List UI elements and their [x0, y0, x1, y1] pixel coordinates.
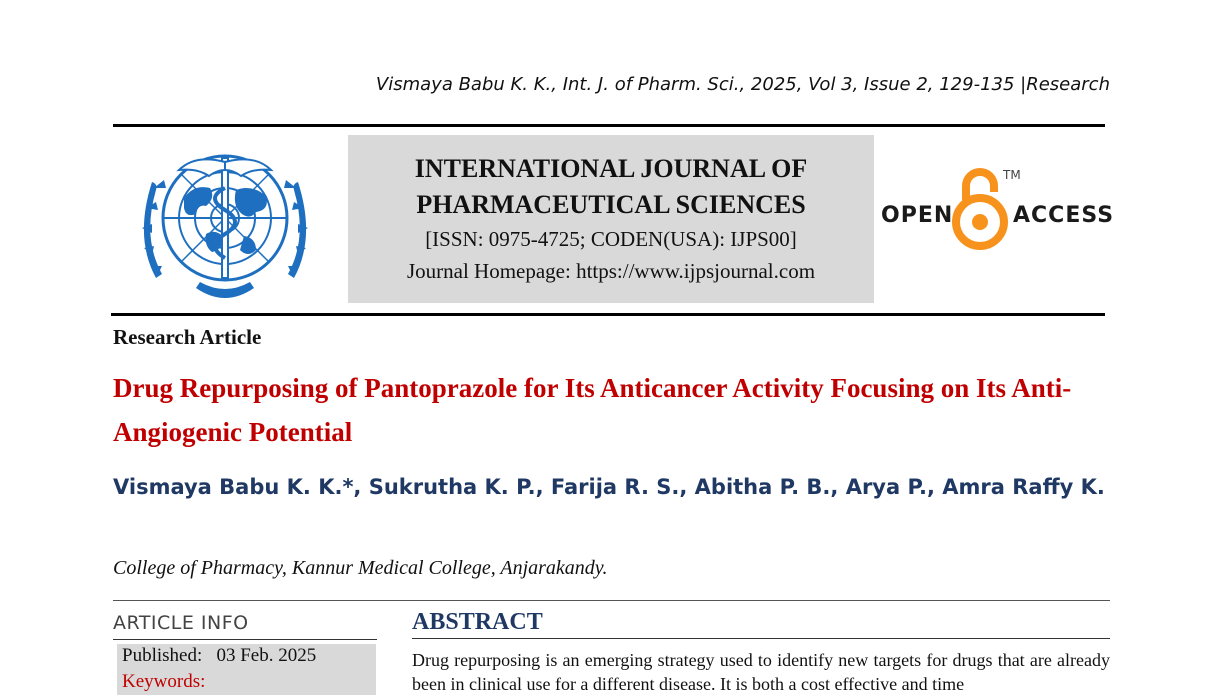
author-affiliation: College of Pharmacy, Kannur Medical College, Anjarakandy. — [113, 557, 608, 579]
open-access-logo — [880, 164, 1115, 254]
journal-issn: [ISSN: 0975-4725; CODEN(USA): IJPS00] — [425, 227, 797, 251]
author-list: Vismaya Babu K. K.*, Sukrutha K. P., Farija R. S., Abitha P. B., Arya P., Amra Raffy K. — [113, 475, 1105, 499]
trademark-label: TM — [1003, 168, 1021, 182]
published-date: Published: 03 Feb. 2025 — [122, 645, 317, 666]
open-access-access-label: ACCESS — [1013, 203, 1115, 228]
header-top-rule — [113, 124, 1105, 127]
article-info-heading: ARTICLE INFO — [113, 612, 249, 634]
abstract-heading: ABSTRACT — [412, 609, 543, 635]
article-info-rule — [113, 639, 377, 640]
un-caduceus-emblem-icon — [126, 138, 324, 306]
open-lock-icon — [952, 164, 1008, 252]
article-type: Research Article — [113, 325, 262, 349]
open-access-open-label: OPEN — [881, 203, 954, 228]
journal-name-line2: PHARMACEUTICAL SCIENCES — [416, 190, 806, 219]
header-bottom-rule — [111, 313, 1105, 316]
citation-header: Vismaya Babu K. K., Int. J. of Pharm. Sci., 2025, Vol 3, Issue 2, 129-135 |Research — [375, 74, 1110, 95]
journal-homepage: Journal Homepage: https://www.ijpsjournal.com — [406, 259, 816, 283]
journal-name-line1: INTERNATIONAL JOURNAL OF — [414, 154, 808, 183]
abstract-text: Drug repurposing is an emerging strategy used to identify new targets for drugs that are already been in clinical use for a different disease. It is both a cost effective and time — [412, 650, 1110, 694]
keywords-label: Keywords: — [122, 671, 206, 692]
abstract-rule — [412, 638, 1110, 639]
journal-banner — [348, 135, 874, 303]
article-title: Drug Repurposing of Pantoprazole for Its Anticancer Activity Focusing on Its Anti-Angiogenic Potential — [113, 373, 1072, 447]
section-divider — [113, 600, 1110, 601]
